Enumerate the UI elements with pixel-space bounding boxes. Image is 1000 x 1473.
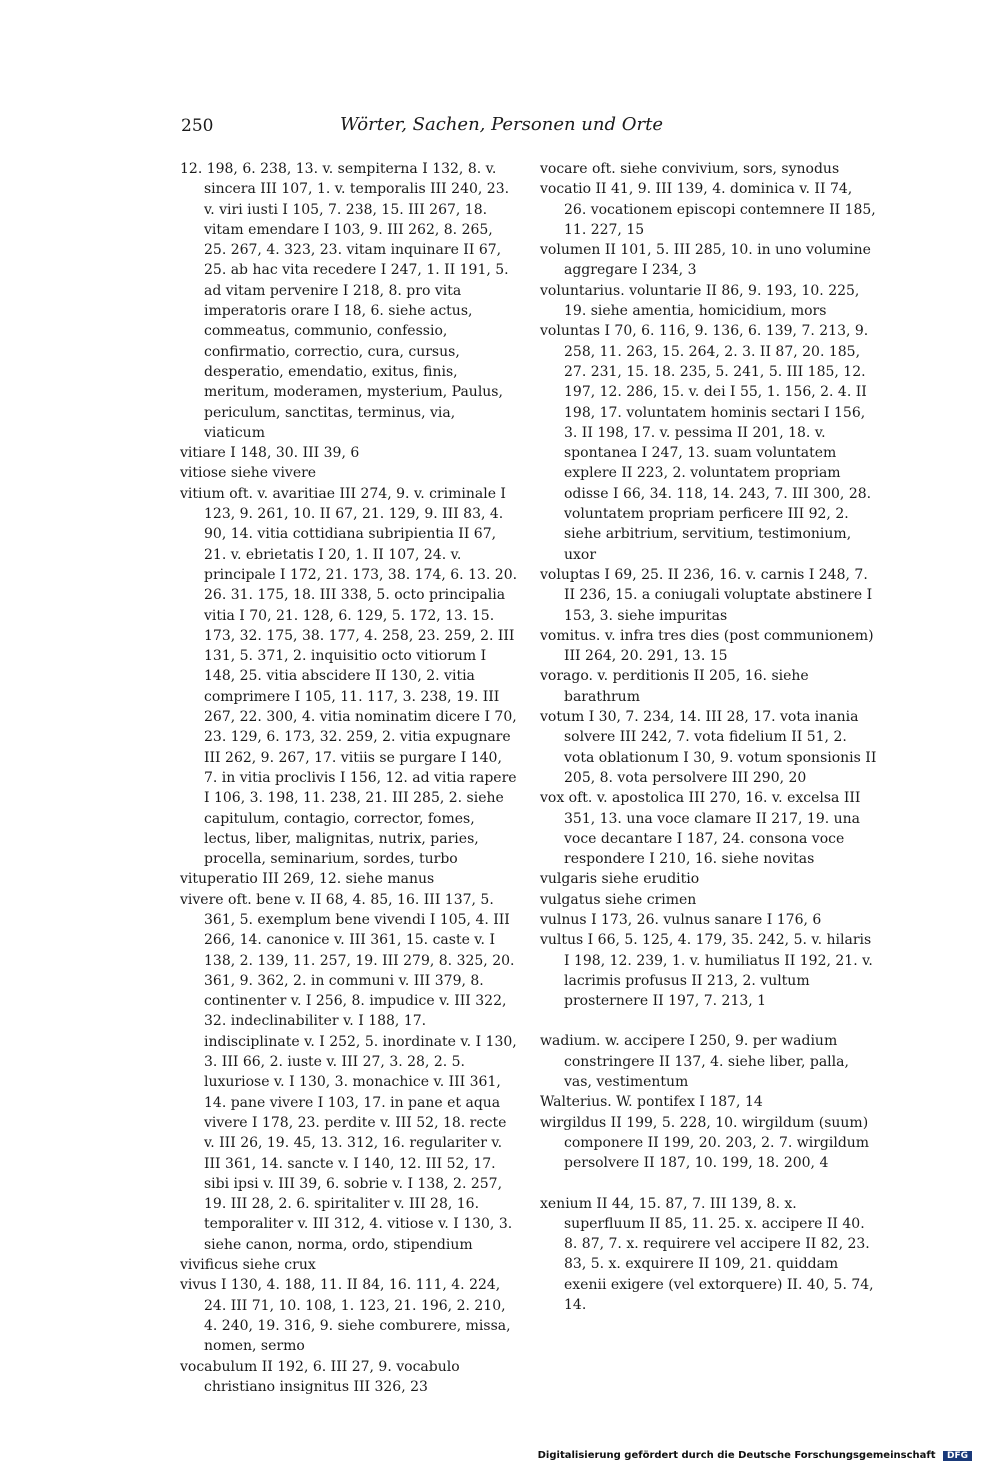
index-entry: vitiare I 148, 30. III 39, 6 [180,445,360,462]
index-entry: vivificus siehe crux [180,1257,316,1274]
index-entry: vulnus I 173, 26. vulnus sanare I 176, 6 [540,911,822,928]
index-entry: wirgildus II 199, 5. 228, 10. wirgildum (suum) componere II 199, 20. 203, 2. 7. wirgildum persolvere II 187, 10. 199, 18. 200, 4 [540,1114,870,1172]
index-entry: vox oft. v. apostolica III 270, 16. v. excelsa III 351, 13. una voce clamare II 217, 19. una voce decantare I 187, 24. consona voce respondere I 210, 16. siehe novitas [540,790,861,868]
page-number: 250 [181,116,214,136]
index-entry: 12. 198, 6. 238, 13. v. sempiterna I 132, 8. v. sincera III 107, 1. v. temporalis III 240, 23. v. viri iusti I 105, 7. 238, 15. III 267, 18. vitam emendare I 103, 9. III 262, 8. 265, 25. 267, 4. 323, 23. vitam inquinare II 67, 25. ab hac vita recedere I 247, 1. II 191, 5. ad vitam pervenire I 218, 8. pro vita imperatoris orare I 18, 6. siehe actus, commeatus, communio, confessio, confirmatio, correctio, cura, cursus, desperatio, emendatio, exitus, finis, meritum, moderamen, mysterium, Paulus, periculum, sanctitas, terminus, via, viaticum [180,161,510,441]
index-entry: vorago. v. perditionis II 205, 16. siehe barathrum [540,668,809,705]
index-entry: vulgatus siehe crimen [540,891,697,908]
index-entry: vitium oft. v. avaritiae III 274, 9. v. criminale I 123, 9. 261, 10. II 67, 21. 129, 9. III 83, 4. 90, 14. vitia cottidiana subripientia II 67, 21. v. ebrietatis I 20, 1. II 107, 24. v. principale I 172, 21. 173, 38. 174, 6. 13. 20. 26. 31. 175, 18. III 338, 5. octo principalia vitia I 70, 21. 128, 6. 129, 5. 172, 13. 15. 173, 32. 175, 38. 177, 4. 258, 23. 259, 2. III 131, 5. 371, 2. inquisitio octo vitiorum I 148, 25. vitia abscidere II 130, 2. vitia comprimere I 105, 11. 117, 3. 238, 19. III 267, 22. 300, 4. vitia nominatim dicere I 70, 23. 129, 6. 173, 32. 259, 2. vitia expugnare III 262, 9. 267, 17. vitiis se purgare I 140, 7. in vitia proclivis I 156, 12. ad vitia rapere I 106, 3. 198, 11. 238, 21. III 285, 2. siehe capitulum, contagio, corrector, fomes, lectus, liber, malignitas, nutrix, paries, procella, seminarium, sordes, turbo [180,485,518,868]
index-entry: vultus I 66, 5. 125, 4. 179, 35. 242, 5. v. hilaris I 198, 12. 239, 1. v. humiliatus II 192, 21. v. lacrimis profusus II 213, 2. vultum prosternere II 197, 7. 213, 1 [540,932,873,1010]
index-entry: vocatio II 41, 9. III 139, 4. dominica v. II 74, 26. vocationem episcopi contemnere II 185, 11. 227, 15 [540,181,876,238]
index-column-left [180,159,518,1397]
index-entry: voluptas I 69, 25. II 236, 16. v. carnis I 248, 7. II 236, 15. a coniugali voluptate abstinere I 153, 3. siehe impuritas [540,566,873,624]
index-entry: vivus I 130, 4. 188, 11. II 84, 16. 111, 4. 224, 24. III 71, 10. 108, 1. 123, 21. 196, 2. 210, 4. 240, 19. 316, 9. siehe comburere, missa, nomen, sermo [180,1277,511,1355]
index-entry: vomitus. v. infra tres dies (post communionem) III 264, 20. 291, 13. 15 [540,627,874,665]
index-entry: vocare oft. siehe convivium, sors, synodus [540,161,840,177]
index-column-right [540,159,878,1315]
footer-credit [538,1450,972,1461]
index-entry: Walterius. W. pontifex I 187, 14 [540,1094,763,1111]
dfg-logo: DFG [943,1451,972,1461]
index-entry: volumen II 101, 5. III 285, 10. in uno volumine aggregare I 234, 3 [540,242,871,279]
index-entry: vituperatio III 269, 12. siehe manus [180,871,435,888]
index-entry: wadium. w. accipere I 250, 9. per wadium constringere II 137, 4. siehe liber, palla, vas, vestimentum [540,1033,849,1091]
index-entry: voluntas I 70, 6. 116, 9. 136, 6. 139, 7. 213, 9. 258, 11. 263, 15. 264, 2. 3. II 87, 20. 185, 27. 231, 15. 18. 235, 5. 241, 5. III 185, 12. 197, 12. 286, 15. v. dei I 55, 1. 156, 2. 4. II 198, 17. voluntatem hominis sectari I 156, 3. II 198, 17. v. pessima II 201, 18. v. spontanea I 247, 13. suam voluntatem explere II 223, 2. voluntatem propriam odisse I 66, 34. 118, 14. 243, 7. III 300, 28. voluntatem propriam perficere III 92, 2. siehe arbitrium, servitium, testimonium, uxor [540,323,872,563]
running-head: Wörter, Sachen, Personen und Orte [340,114,663,135]
footer-text: Digitalisierung gefördert durch die Deutsche Forschungsgemeinschaft [537,1450,936,1461]
index-entry: vocabulum II 192, 6. III 27, 9. vocabulo christiano insignitus III 326, 23 [180,1358,460,1395]
index-entry: votum I 30, 7. 234, 14. III 28, 17. vota inania solvere III 242, 7. vota fidelium II 51, 2. vota oblationum I 30, 9. votum sponsionis II 205, 8. vota persolvere III 290, 20 [540,709,877,786]
index-entry: xenium II 44, 15. 87, 7. III 139, 8. x. superfluum II 85, 11. 25. x. accipere II 40. 8. 87, 7. x. requirere vel accipere II 82, 23. 83, 5. x. exquirere II 109, 21. quiddam exenii exigere (vel extorquere) II. 40, 5. 74, 14. [540,1195,874,1314]
index-entry: voluntarius. voluntarie II 86, 9. 193, 10. 225, 19. siehe amentia, homicidium, mors [540,282,860,320]
index-entry: vitiose siehe vivere [180,465,317,482]
index-entry: vivere oft. bene v. II 68, 4. 85, 16. III 137, 5. 361, 5. exemplum bene vivendi I 105, 4. III 266, 14. canonice v. III 361, 15. caste v. I 138, 2. 139, 11. 257, 19. III 279, 8. 325, 20. 361, 9. 362, 2. in communi v. III 379, 8. continenter v. I 256, 8. impudice v. III 322, 32. indeclinabiliter v. I 188, 17. indisciplinate v. I 252, 5. inordinate v. I 130, 3. III 66, 2. iuste v. III 27, 3. 28, 2. 5. luxuriose v. I 130, 3. monachice v. III 361, 14. pane vivere I 103, 17. in pane et aqua vivere I 178, 23. perdite v. III 52, 18. recte v. III 26, 19. 45, 13. 312, 16. regulariter v. III 361, 14. sancte v. I 140, 12. III 52, 17. sibi ipsi v. III 39, 6. sobrie v. I 138, 2. 257, 19. III 28, 2. 6. spiritaliter v. III 28, 16. temporaliter v. III 312, 4. vitiose v. I 130, 3. siehe canon, norma, ordo, stipendium [180,891,517,1253]
index-entry: vulgaris siehe eruditio [540,871,700,888]
